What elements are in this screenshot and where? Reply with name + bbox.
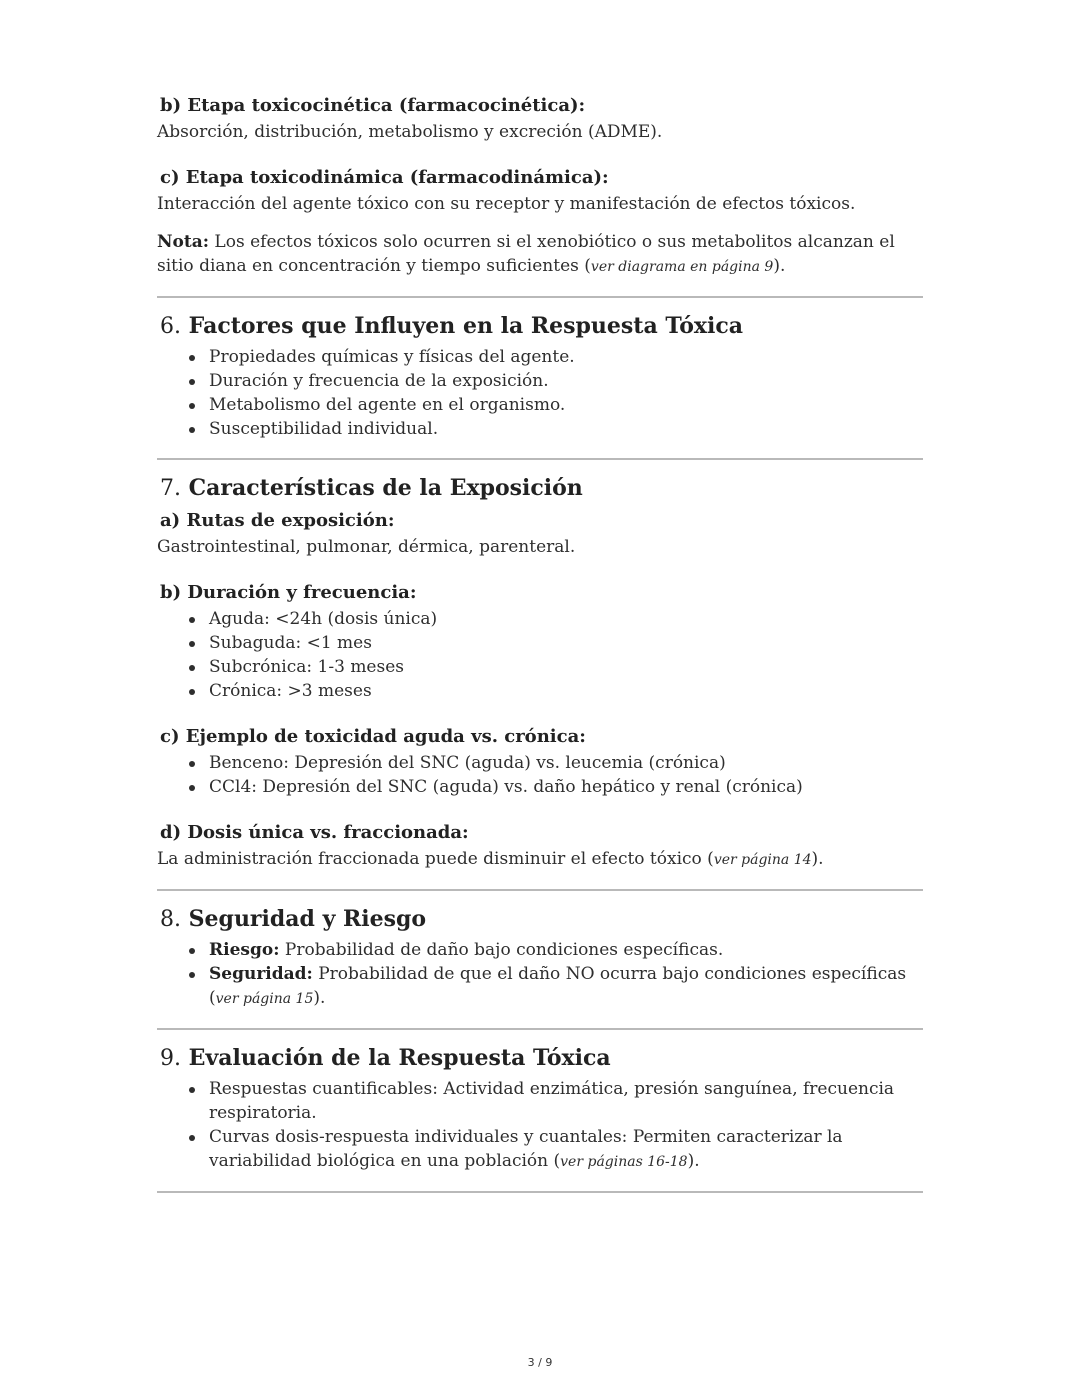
list-item: Crónica: >3 meses <box>209 679 923 703</box>
dose-page-reference: ver página 14 <box>713 852 812 868</box>
exposure-routes-text: Gastrointestinal, pulmonar, dérmica, parenteral. <box>157 537 576 557</box>
single-fractioned-dose-text <box>157 847 923 872</box>
document-page <box>157 92 923 1205</box>
section-divider <box>157 1191 923 1193</box>
safety-text: Probabilidad de que el daño NO ocurra bajo condiciones específicas ( <box>209 964 907 1008</box>
note-page-reference: ver diagrama en página 9 <box>590 259 774 275</box>
exposure-routes-heading: a) Rutas de exposición: <box>160 510 395 531</box>
list-item: Subcrónica: 1-3 meses <box>209 655 923 679</box>
stage-toxicodynamic-text: Interacción del agente tóxico con su receptor y manifestación de efectos tóxicos. <box>157 194 856 214</box>
duration-frequency-heading: b) Duración y frecuencia: <box>160 582 417 603</box>
section-8-number: 8. <box>160 907 181 932</box>
note-paragraph <box>157 230 923 279</box>
section-6-heading <box>160 310 923 343</box>
section-divider <box>157 1028 923 1030</box>
list-item: CCl4: Depresión del SNC (aguda) vs. daño hepático y renal (crónica) <box>209 775 923 799</box>
list-item: Subaguda: <1 mes <box>209 631 923 655</box>
page-number: 3 / 9 <box>527 1356 553 1369</box>
section-9-number: 9. <box>160 1046 181 1071</box>
stage-toxicokinetic-heading: b) Etapa toxicocinética (farmacocinética): <box>160 95 586 116</box>
section-divider <box>157 889 923 891</box>
acute-chronic-example-heading: c) Ejemplo de toxicidad aguda vs. crónica: <box>160 726 586 747</box>
list-item <box>209 938 923 962</box>
stage-toxicodynamic-heading: c) Etapa toxicodinámica (farmacodinámica): <box>160 167 609 188</box>
risk-text: Probabilidad de daño bajo condiciones específicas. <box>279 940 724 960</box>
section-7-number: 7. <box>160 476 181 501</box>
note-text: Los efectos tóxicos solo ocurren si el xenobiótico o sus metabolitos alcanzan el sitio diana en concentración y tiempo suficientes ( <box>157 232 895 276</box>
section-8-list <box>157 938 923 1011</box>
section-8-title: Seguridad y Riesgo <box>188 906 427 932</box>
dose-response-text-end: ). <box>687 1151 700 1171</box>
section-divider <box>157 296 923 298</box>
safety-text-end: ). <box>313 988 326 1008</box>
section-9-list <box>157 1077 923 1174</box>
list-item: Respuestas cuantificables: Actividad enzimática, presión sanguínea, frecuencia respiratoria. <box>209 1077 923 1125</box>
note-end: ). <box>773 256 786 276</box>
dose-response-page-reference: ver páginas 16-18 <box>560 1154 688 1170</box>
section-6-number: 6. <box>160 314 181 339</box>
safety-label: Seguridad: <box>209 964 313 984</box>
safety-page-reference: ver página 15 <box>215 991 314 1007</box>
note-label: Nota: <box>157 232 210 252</box>
list-item <box>209 1125 923 1174</box>
section-7-title: Características de la Exposición <box>188 475 583 501</box>
list-item: Duración y frecuencia de la exposición. <box>209 369 923 393</box>
dose-text: La administración fraccionada puede disminuir el efecto tóxico ( <box>157 849 714 869</box>
list-item: Propiedades químicas y físicas del agente. <box>209 345 923 369</box>
list-item: Benceno: Depresión del SNC (aguda) vs. leucemia (crónica) <box>209 751 923 775</box>
risk-label: Riesgo: <box>209 940 280 960</box>
section-7-heading <box>160 472 923 505</box>
section-6-title: Factores que Influyen en la Respuesta Tóxica <box>188 313 744 339</box>
stage-toxicokinetic-text: Absorción, distribución, metabolismo y excreción (ADME). <box>157 122 663 142</box>
list-item: Susceptibilidad individual. <box>209 417 923 441</box>
section-divider <box>157 458 923 460</box>
list-item <box>209 962 923 1011</box>
section-8-heading <box>160 903 923 936</box>
list-item: Metabolismo del agente en el organismo. <box>209 393 923 417</box>
dose-text-end: ). <box>811 849 824 869</box>
single-fractioned-dose-heading: d) Dosis única vs. fraccionada: <box>160 822 469 843</box>
dose-response-text: Curvas dosis-respuesta individuales y cuantales: Permiten caracterizar la variabilidad biológica en una población ( <box>209 1127 843 1171</box>
section-9-heading <box>160 1042 923 1075</box>
duration-frequency-list <box>157 607 923 703</box>
list-item: Aguda: <24h (dosis única) <box>209 607 923 631</box>
section-9-title: Evaluación de la Respuesta Tóxica <box>188 1045 611 1071</box>
section-6-list <box>157 345 923 441</box>
acute-chronic-example-list <box>157 751 923 799</box>
